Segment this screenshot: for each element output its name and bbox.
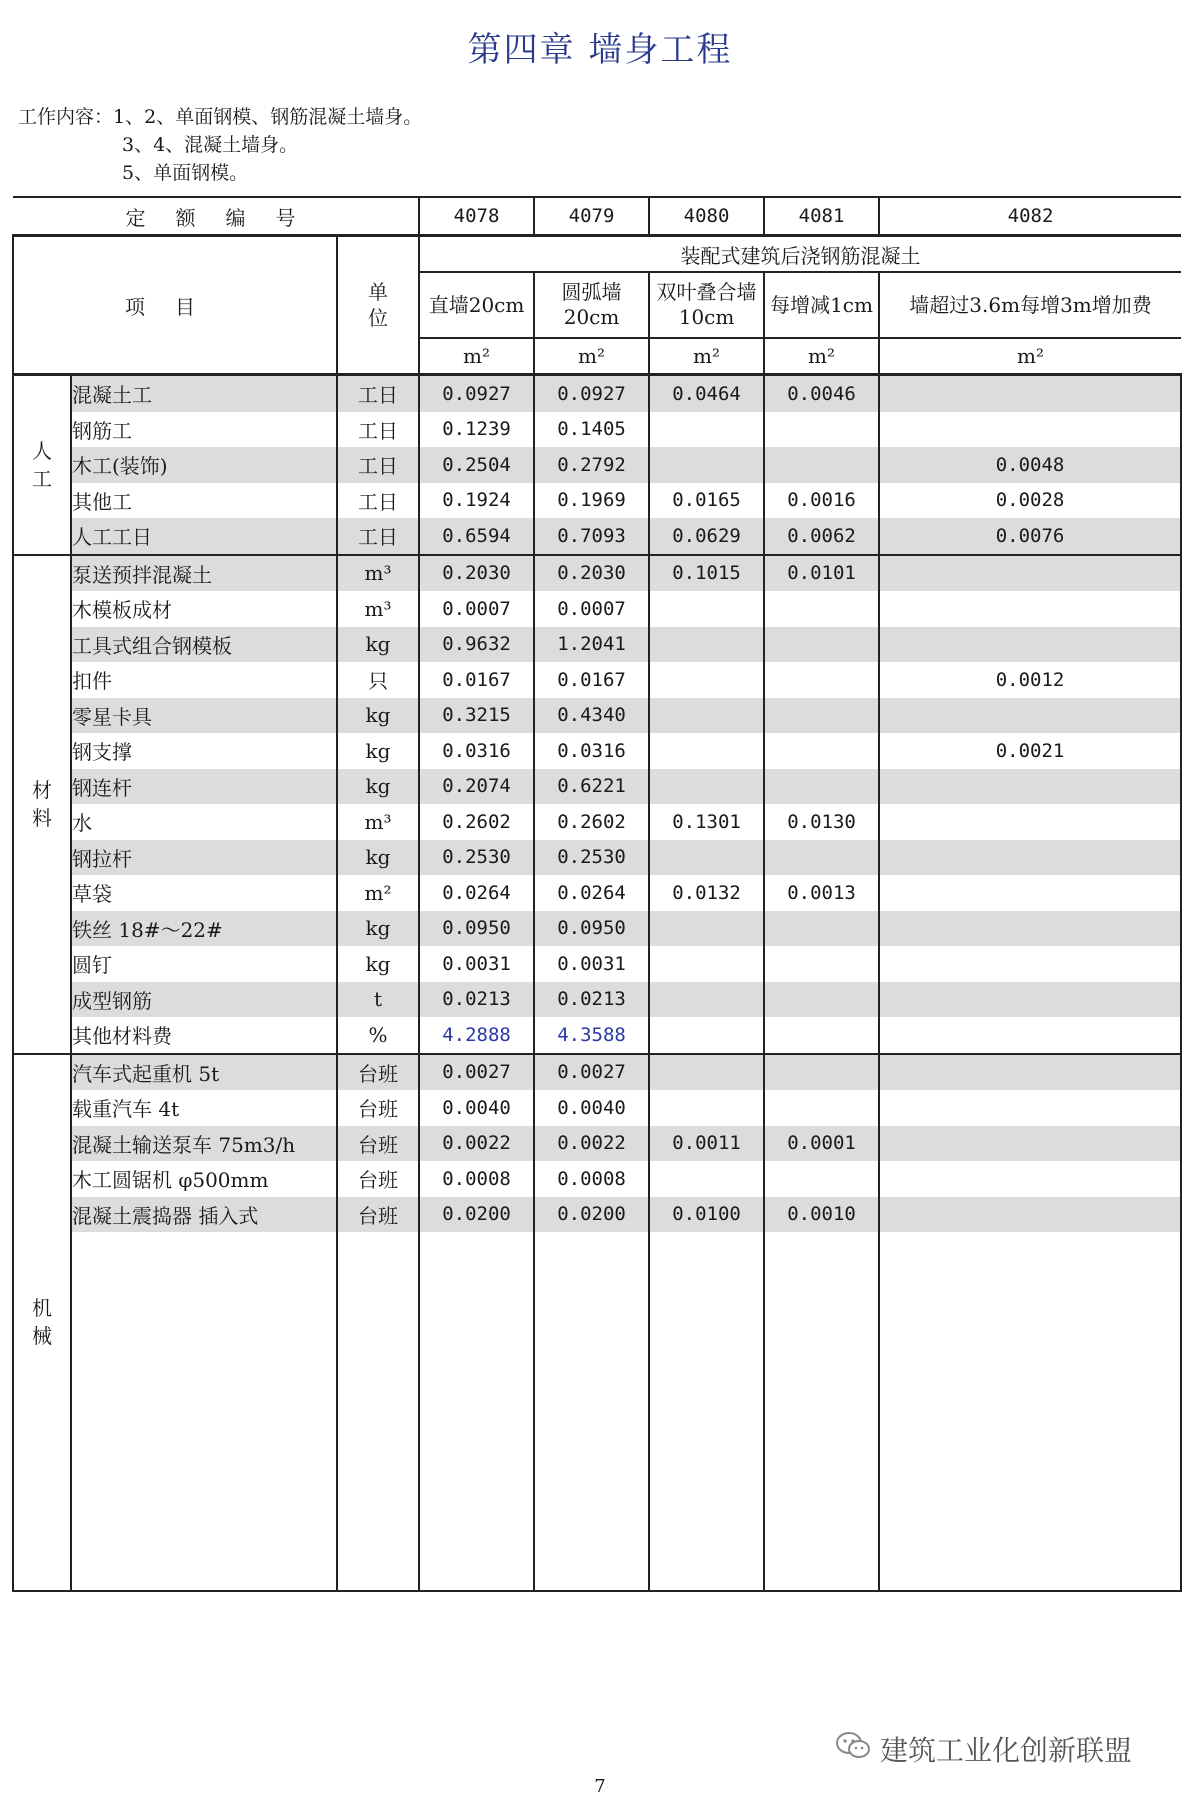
column-unit: m² <box>879 338 1181 375</box>
category-label <box>13 555 71 1054</box>
quota-value: 0.2030 <box>419 555 534 592</box>
item-name: 混凝土震捣器 插入式 <box>71 1197 337 1233</box>
quota-value <box>879 375 1181 412</box>
column-unit: m² <box>534 338 649 375</box>
quota-value: 0.1969 <box>534 483 649 519</box>
quota-value <box>649 982 764 1018</box>
quota-value: 0.2530 <box>534 840 649 876</box>
quota-value <box>764 733 879 769</box>
quota-value: 0.0001 <box>764 1126 879 1162</box>
item-name: 圆钉 <box>71 946 337 982</box>
item-name: 木工(装饰) <box>71 447 337 483</box>
empty-cell <box>71 1232 337 1591</box>
unit-header: 单 位 <box>337 236 419 375</box>
item-unit: kg <box>337 733 419 769</box>
quota-value: 0.0040 <box>419 1090 534 1126</box>
empty-cell <box>879 1232 1181 1591</box>
quota-value: 0.2530 <box>419 840 534 876</box>
quota-code: 4080 <box>649 197 764 236</box>
quota-value <box>879 555 1181 592</box>
quota-value <box>879 1017 1181 1054</box>
table-row <box>13 1197 1181 1233</box>
table-row <box>13 375 1181 412</box>
code-label: 定额编号 <box>13 197 419 236</box>
quota-value <box>879 911 1181 947</box>
item-unit: kg <box>337 946 419 982</box>
quota-value <box>764 946 879 982</box>
quota-value: 0.0016 <box>764 483 879 519</box>
quota-value <box>764 591 879 627</box>
item-unit: m³ <box>337 804 419 840</box>
table-row <box>13 840 1181 876</box>
quota-value: 0.1924 <box>419 483 534 519</box>
quota-value <box>879 591 1181 627</box>
quota-value: 0.0927 <box>419 375 534 412</box>
quota-value: 0.0011 <box>649 1126 764 1162</box>
table-row <box>13 1017 1181 1054</box>
quota-value: 0.0027 <box>534 1054 649 1091</box>
table-row <box>13 1126 1181 1162</box>
quota-value: 0.2602 <box>534 804 649 840</box>
quota-value <box>764 769 879 805</box>
quota-value <box>649 1017 764 1054</box>
quota-value: 0.0012 <box>879 662 1181 698</box>
table-row <box>13 982 1181 1018</box>
table-row <box>13 1161 1181 1197</box>
table-row <box>13 1054 1181 1091</box>
column-header: 墙超过3.6m每增3m增加费 <box>879 272 1181 338</box>
quota-value: 0.0076 <box>879 518 1181 555</box>
quota-value: 0.2504 <box>419 447 534 483</box>
quota-value: 0.3215 <box>419 698 534 734</box>
item-name: 泵送预拌混凝土 <box>71 555 337 592</box>
quota-value: 4.2888 <box>419 1017 534 1054</box>
quota-value: 0.7093 <box>534 518 649 555</box>
work-content-line: 5、单面钢模。 <box>122 162 249 184</box>
quota-value: 0.2030 <box>534 555 649 592</box>
table-row <box>13 518 1181 555</box>
quota-value <box>879 627 1181 663</box>
item-name: 人工工日 <box>71 518 337 555</box>
empty-cell <box>534 1232 649 1591</box>
quota-value: 0.0040 <box>534 1090 649 1126</box>
quota-value <box>879 1126 1181 1162</box>
table-row <box>13 911 1181 947</box>
column-unit: m² <box>764 338 879 375</box>
table-row <box>13 769 1181 805</box>
item-unit: 台班 <box>337 1054 419 1091</box>
quota-value: 0.0027 <box>419 1054 534 1091</box>
item-name: 钢支撑 <box>71 733 337 769</box>
work-content-line: 3、4、混凝土墙身。 <box>122 134 299 156</box>
quota-value: 4.3588 <box>534 1017 649 1054</box>
quota-value: 0.0022 <box>419 1126 534 1162</box>
item-name: 木模板成材 <box>71 591 337 627</box>
category-name: 材料 <box>32 778 52 830</box>
page-number: 7 <box>594 1776 606 1797</box>
quota-value: 0.2792 <box>534 447 649 483</box>
item-name: 钢筋工 <box>71 412 337 448</box>
quota-value <box>764 982 879 1018</box>
quota-value <box>649 1090 764 1126</box>
item-name: 铁丝 18#～22# <box>71 911 337 947</box>
category-name: 人工 <box>32 438 52 491</box>
item-unit: 只 <box>337 662 419 698</box>
quota-value <box>764 1017 879 1054</box>
table-row <box>13 412 1181 448</box>
quota-value <box>879 1161 1181 1197</box>
quota-value: 0.0008 <box>419 1161 534 1197</box>
item-unit: m³ <box>337 555 419 592</box>
column-unit: m² <box>419 338 534 375</box>
watermark <box>836 1729 1132 1769</box>
quota-value <box>764 911 879 947</box>
column-header: 圆弧墙20cm <box>534 272 649 338</box>
code-row <box>13 197 1181 236</box>
quota-value <box>649 627 764 663</box>
quota-value: 0.6221 <box>534 769 649 805</box>
quota-value <box>649 412 764 448</box>
quota-value <box>649 698 764 734</box>
item-name: 水 <box>71 804 337 840</box>
quota-value: 0.0264 <box>534 875 649 911</box>
quota-value <box>764 412 879 448</box>
work-content <box>18 103 422 187</box>
item-unit: kg <box>337 840 419 876</box>
quota-value: 0.1239 <box>419 412 534 448</box>
table-row <box>13 627 1181 663</box>
group-header: 装配式建筑后浇钢筋混凝土 <box>419 236 1181 273</box>
quota-value: 0.0167 <box>534 662 649 698</box>
quota-value: 0.0010 <box>764 1197 879 1233</box>
quota-value: 0.0062 <box>764 518 879 555</box>
table-row <box>13 662 1181 698</box>
empty-cell <box>419 1232 534 1591</box>
table-row <box>13 447 1181 483</box>
item-name: 钢连杆 <box>71 769 337 805</box>
item-name: 混凝土输送泵车 75m3/h <box>71 1126 337 1162</box>
quota-value <box>649 769 764 805</box>
item-unit: 台班 <box>337 1126 419 1162</box>
empty-cell <box>649 1232 764 1591</box>
table-row <box>13 733 1181 769</box>
item-unit: 工日 <box>337 375 419 412</box>
item-unit: m² <box>337 875 419 911</box>
quota-value <box>764 1161 879 1197</box>
table-row <box>13 1090 1181 1126</box>
quota-value <box>764 1090 879 1126</box>
column-header: 直墙20cm <box>419 272 534 338</box>
quota-value: 0.2074 <box>419 769 534 805</box>
category-label <box>13 375 71 555</box>
quota-value <box>879 1054 1181 1091</box>
item-unit: % <box>337 1017 419 1054</box>
item-name: 载重汽车 4t <box>71 1090 337 1126</box>
quota-value: 0.0031 <box>419 946 534 982</box>
quota-value <box>879 804 1181 840</box>
item-unit: 工日 <box>337 518 419 555</box>
quota-value: 0.0046 <box>764 375 879 412</box>
quota-value: 0.0132 <box>649 875 764 911</box>
category-name: 机械 <box>32 1296 52 1349</box>
item-name: 其他材料费 <box>71 1017 337 1054</box>
item-name: 零星卡具 <box>71 698 337 734</box>
quota-value: 0.6594 <box>419 518 534 555</box>
work-content-label: 工作内容： <box>18 106 114 128</box>
header-row <box>13 236 1181 273</box>
quota-value: 0.0165 <box>649 483 764 519</box>
quota-code: 4078 <box>419 197 534 236</box>
quota-value <box>764 840 879 876</box>
quota-code: 4081 <box>764 197 879 236</box>
table-row <box>13 555 1181 592</box>
quota-value <box>649 662 764 698</box>
quota-value: 0.0028 <box>879 483 1181 519</box>
item-unit: kg <box>337 627 419 663</box>
quota-value: 0.0007 <box>534 591 649 627</box>
quota-value: 0.0213 <box>419 982 534 1018</box>
quota-value: 0.0264 <box>419 875 534 911</box>
quota-value: 0.9632 <box>419 627 534 663</box>
quota-code: 4079 <box>534 197 649 236</box>
quota-value <box>649 1161 764 1197</box>
quota-value: 0.0008 <box>534 1161 649 1197</box>
quota-value: 0.0031 <box>534 946 649 982</box>
item-unit: 台班 <box>337 1090 419 1126</box>
quota-value: 0.0130 <box>764 804 879 840</box>
quota-value <box>764 662 879 698</box>
quota-value <box>649 733 764 769</box>
quota-value: 0.1405 <box>534 412 649 448</box>
quota-value: 0.0048 <box>879 447 1181 483</box>
quota-value: 0.0101 <box>764 555 879 592</box>
table-row <box>13 875 1181 911</box>
wechat-icon <box>836 1732 870 1767</box>
quota-value: 0.0200 <box>534 1197 649 1233</box>
empty-cell <box>764 1232 879 1591</box>
quota-value <box>879 769 1181 805</box>
item-unit: 工日 <box>337 447 419 483</box>
item-unit: kg <box>337 769 419 805</box>
quota-value <box>879 698 1181 734</box>
quota-value: 0.0950 <box>534 911 649 947</box>
quota-value: 0.4340 <box>534 698 649 734</box>
page-title: 第四章 墙身工程 <box>467 30 733 70</box>
item-unit: m³ <box>337 591 419 627</box>
quota-value <box>879 840 1181 876</box>
quota-value <box>879 982 1181 1018</box>
quota-value: 0.0200 <box>419 1197 534 1233</box>
column-unit: m² <box>649 338 764 375</box>
quota-value <box>879 946 1181 982</box>
quota-value: 0.0316 <box>419 733 534 769</box>
item-name: 扣件 <box>71 662 337 698</box>
quota-value: 0.0213 <box>534 982 649 1018</box>
quota-value <box>879 412 1181 448</box>
quota-value: 0.0167 <box>419 662 534 698</box>
item-unit: 台班 <box>337 1197 419 1233</box>
item-unit: kg <box>337 911 419 947</box>
item-name: 成型钢筋 <box>71 982 337 1018</box>
quota-value: 0.0100 <box>649 1197 764 1233</box>
item-unit: kg <box>337 698 419 734</box>
quota-value: 0.0950 <box>419 911 534 947</box>
quota-value: 0.1301 <box>649 804 764 840</box>
watermark-text: 建筑工业化创新联盟 <box>880 1734 1133 1767</box>
quota-value: 0.0021 <box>879 733 1181 769</box>
quota-value <box>879 1090 1181 1126</box>
quota-value <box>879 875 1181 911</box>
item-name: 混凝土工 <box>71 375 337 412</box>
item-unit: 工日 <box>337 412 419 448</box>
item-unit: t <box>337 982 419 1018</box>
item-name: 钢拉杆 <box>71 840 337 876</box>
quota-value <box>649 1054 764 1091</box>
quota-table <box>12 196 1182 1592</box>
quota-value: 0.0022 <box>534 1126 649 1162</box>
quota-value <box>649 840 764 876</box>
category-label <box>13 1054 71 1592</box>
quota-value: 1.2041 <box>534 627 649 663</box>
table-row <box>13 591 1181 627</box>
quota-value <box>764 1054 879 1091</box>
quota-value <box>649 946 764 982</box>
table-row <box>13 946 1181 982</box>
quota-value: 0.0464 <box>649 375 764 412</box>
table-row <box>13 483 1181 519</box>
quota-value <box>649 911 764 947</box>
quota-value: 0.0629 <box>649 518 764 555</box>
quota-value <box>764 447 879 483</box>
quota-value: 0.0927 <box>534 375 649 412</box>
item-name: 草袋 <box>71 875 337 911</box>
item-unit: 工日 <box>337 483 419 519</box>
item-name: 木工圆锯机 φ500mm <box>71 1161 337 1197</box>
quota-value <box>764 698 879 734</box>
quota-value <box>649 591 764 627</box>
item-name: 汽车式起重机 5t <box>71 1054 337 1091</box>
table-row <box>13 698 1181 734</box>
quota-value: 0.0013 <box>764 875 879 911</box>
item-unit: 台班 <box>337 1161 419 1197</box>
column-header: 每增减1cm <box>764 272 879 338</box>
quota-value: 0.0007 <box>419 591 534 627</box>
item-name: 工具式组合钢模板 <box>71 627 337 663</box>
empty-cell <box>337 1232 419 1591</box>
quota-code: 4082 <box>879 197 1181 236</box>
quota-value <box>879 1197 1181 1233</box>
quota-value <box>764 627 879 663</box>
quota-value <box>649 447 764 483</box>
column-header: 双叶叠合墙10cm <box>649 272 764 338</box>
table-row <box>13 804 1181 840</box>
quota-value: 0.1015 <box>649 555 764 592</box>
quota-value: 0.0316 <box>534 733 649 769</box>
table-filler-row <box>13 1232 1181 1591</box>
work-content-line: 1、2、单面钢模、钢筋混凝土墙身。 <box>113 106 423 128</box>
item-header: 项目 <box>13 236 337 375</box>
quota-value: 0.2602 <box>419 804 534 840</box>
item-name: 其他工 <box>71 483 337 519</box>
